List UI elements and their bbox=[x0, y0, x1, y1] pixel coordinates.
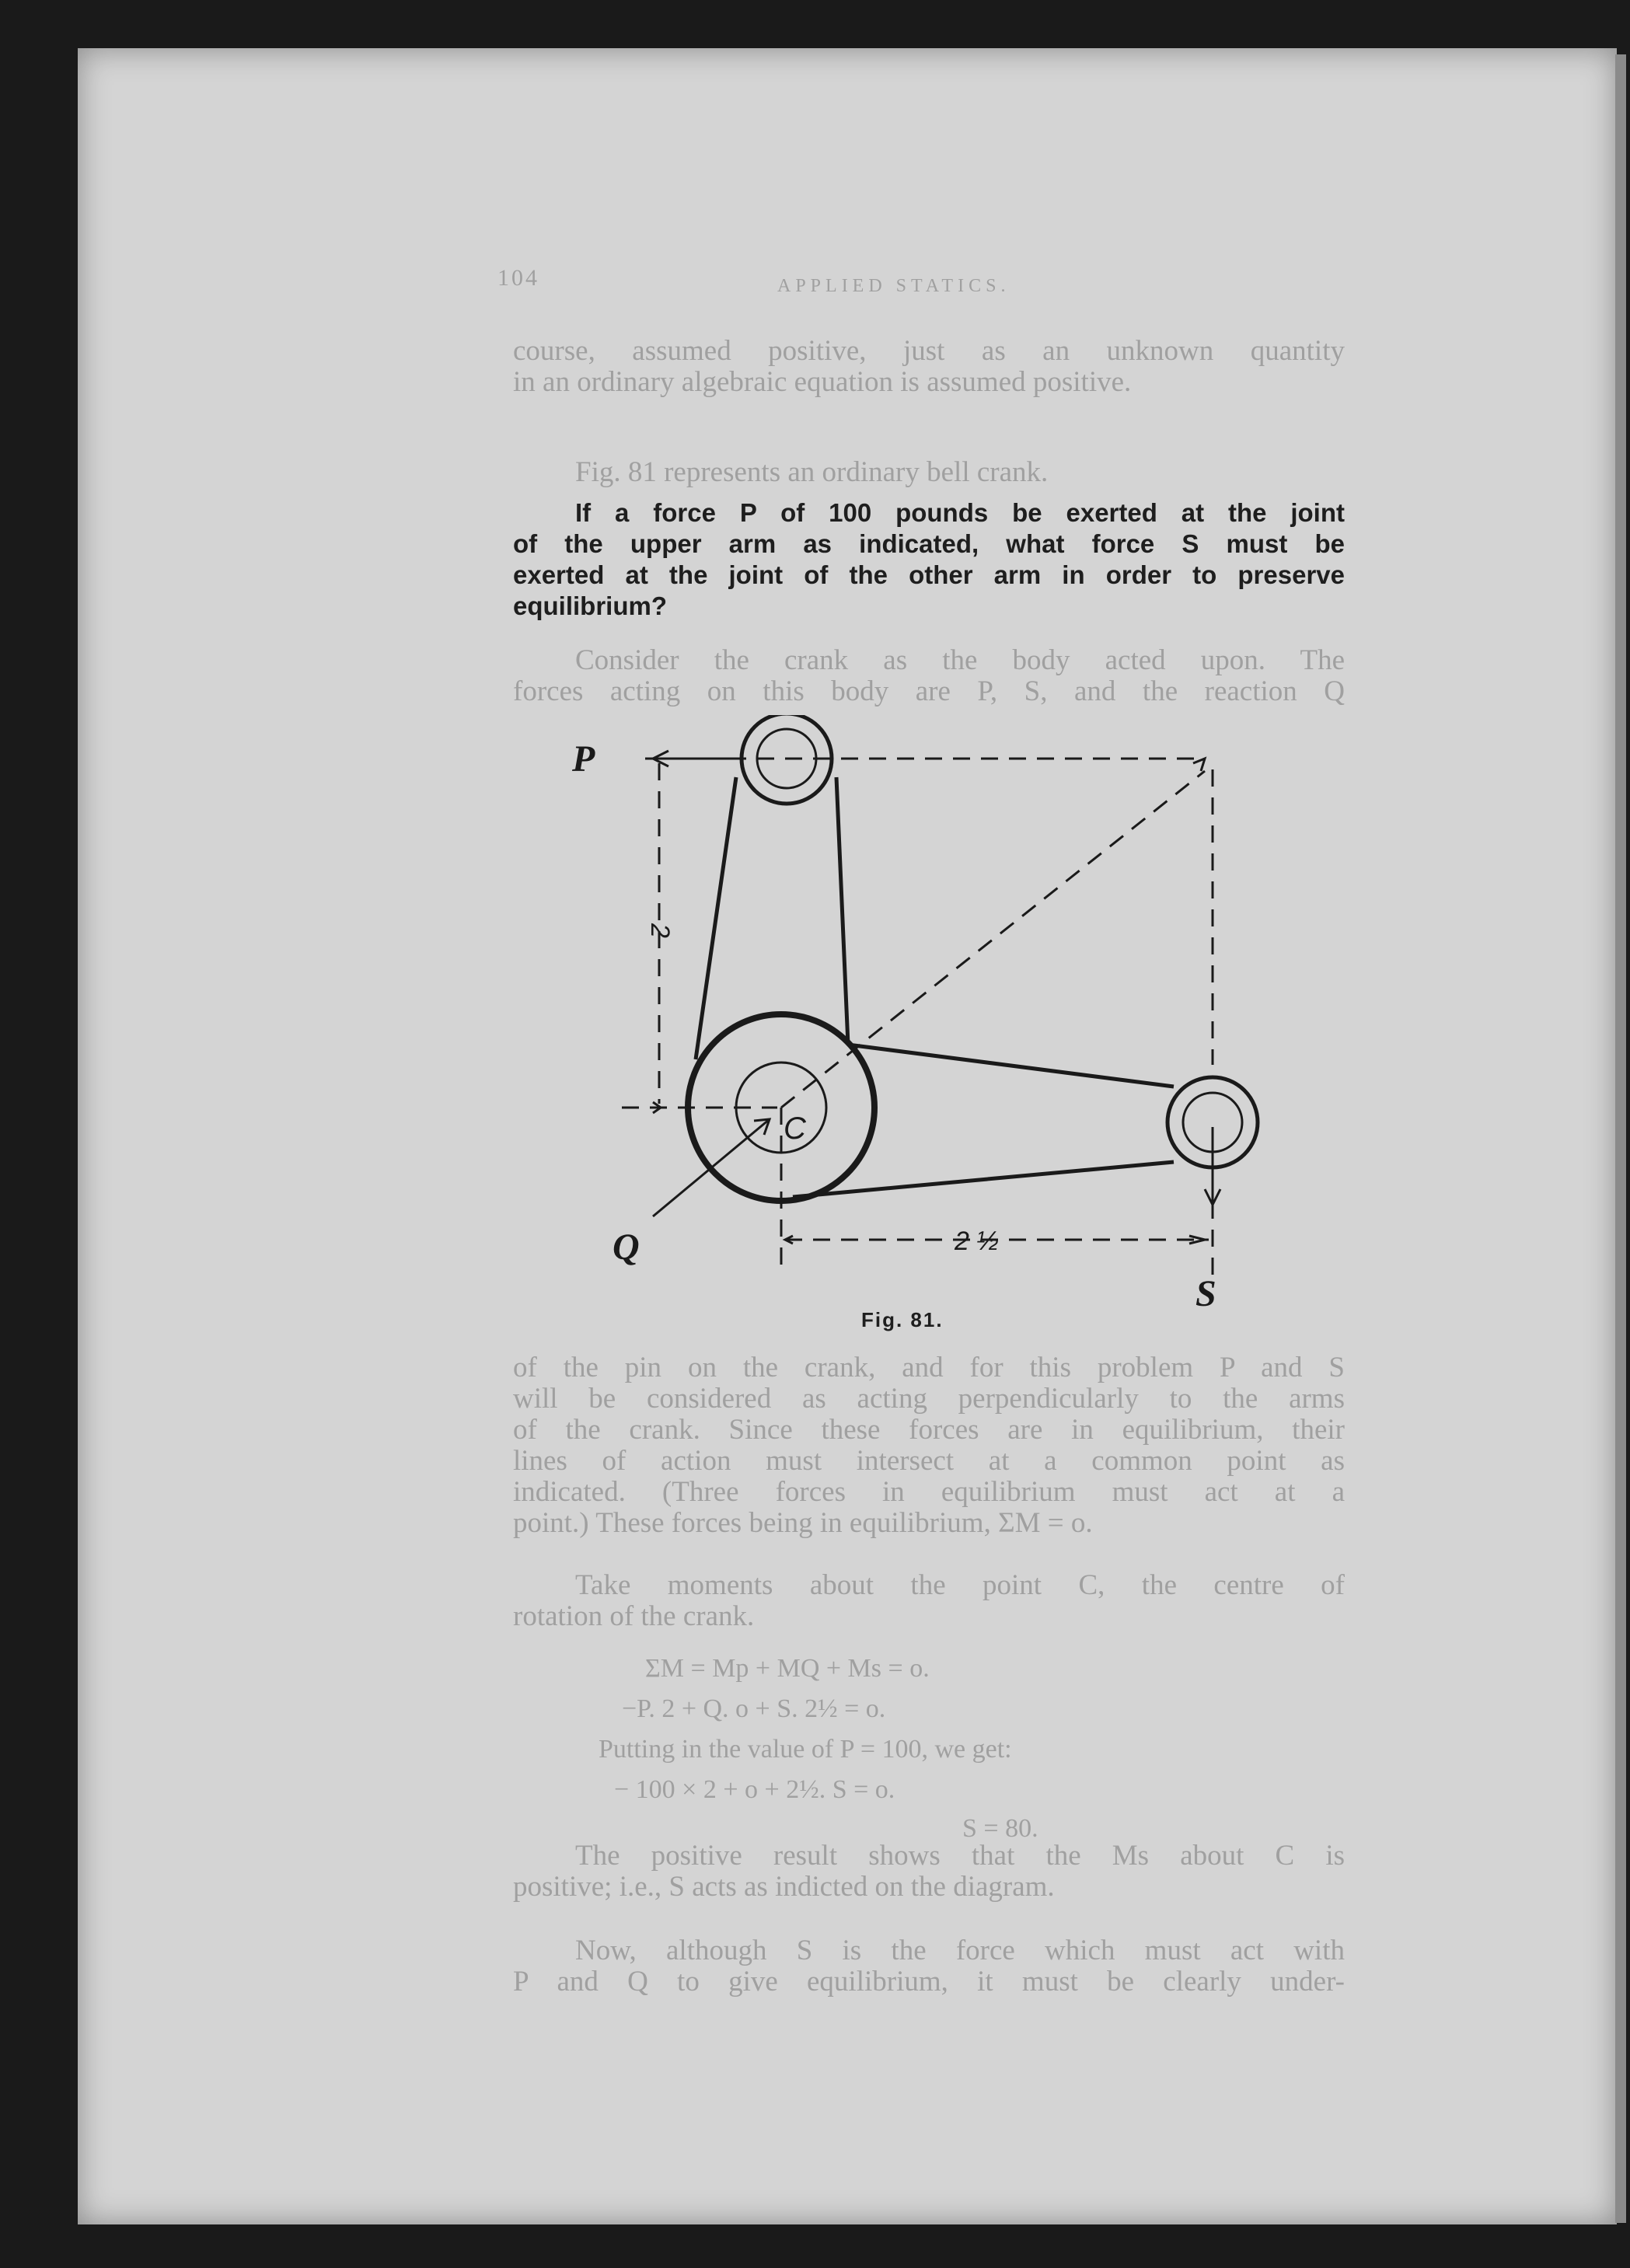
equation-4: − 100 × 2 + o + 2½. S = o. bbox=[614, 1775, 895, 1804]
text-line: P and Q to give equilibrium, it must be clearly under- bbox=[513, 1966, 1345, 1998]
text-line: rotation of the crank. bbox=[513, 1600, 755, 1632]
text-line: of the upper arm as indicated, what force S must be bbox=[513, 529, 1345, 558]
text-line: of the crank. Since these forces are in equilibrium, their bbox=[513, 1414, 1345, 1446]
label-s: S bbox=[1195, 1273, 1216, 1314]
equation-3: Putting in the value of P = 100, we get: bbox=[599, 1735, 1012, 1764]
text-line: course, assumed positive, just as an unknown quantity bbox=[513, 335, 1345, 367]
text-line: of the pin on the crank, and for this problem P and S bbox=[513, 1352, 1345, 1383]
text-line: Now, although S is the force which must act with bbox=[575, 1935, 1345, 1966]
equation-5: S = 80. bbox=[962, 1814, 1038, 1843]
text-line: point.) These forces being in equilibrium, ΣM = o. bbox=[513, 1507, 1093, 1539]
text-line: forces acting on this body are P, S, and the reaction Q bbox=[513, 675, 1345, 707]
text-line: exerted at the joint of the other arm in order to preserve bbox=[513, 560, 1345, 589]
label-q: Q bbox=[613, 1226, 640, 1268]
equation-1: ΣM = Mp + MQ + Ms = o. bbox=[645, 1654, 930, 1683]
final-paragraph bbox=[513, 1935, 1345, 1998]
label-c: C bbox=[784, 1111, 806, 1146]
figure-caption: Fig. 81. bbox=[861, 1308, 944, 1331]
body-paragraph bbox=[513, 1352, 1345, 1539]
fig-reference-paragraph bbox=[513, 457, 1345, 488]
text-line: lines of action must intersect at a common point as bbox=[513, 1445, 1345, 1477]
text-line: positive; i.e., S acts as indicted on the diagram. bbox=[513, 1871, 1055, 1903]
text-line: Consider the crank as the body acted upon. The bbox=[575, 644, 1345, 676]
text-line: Fig. 81 represents an ordinary bell crank. bbox=[575, 456, 1049, 488]
consider-paragraph bbox=[513, 645, 1345, 707]
text-line: If a force P of 100 pounds be exerted at the joint bbox=[575, 498, 1345, 527]
page-edge bbox=[1615, 54, 1626, 2223]
text-line: Take moments about the point C, the centre of bbox=[575, 1569, 1345, 1601]
moments-paragraph bbox=[513, 1570, 1345, 1632]
intro-paragraph bbox=[513, 336, 1345, 398]
running-head: APPLIED STATICS. bbox=[777, 276, 1010, 296]
page-number: 104 bbox=[497, 265, 539, 291]
result-paragraph bbox=[513, 1841, 1345, 1903]
text-line: The positive result shows that the Ms about C is bbox=[575, 1840, 1345, 1872]
text-line: equilibrium? bbox=[513, 591, 667, 620]
dim-horizontal-label: 2 ½ bbox=[955, 1226, 999, 1256]
text-line: in an ordinary algebraic equation is assumed positive. bbox=[513, 366, 1132, 398]
question-paragraph bbox=[513, 497, 1345, 622]
text-line: will be considered as acting perpendicularly to the arms bbox=[513, 1383, 1345, 1415]
force-q-arrow bbox=[653, 1119, 770, 1216]
dim-vertical-label: 2 bbox=[645, 923, 675, 938]
text-line: indicated. (Three forces in equilibrium must act at a bbox=[513, 1476, 1345, 1508]
equation-2: −P. 2 + Q. o + S. 2½ = o. bbox=[622, 1694, 886, 1723]
label-p: P bbox=[572, 738, 595, 780]
bell-crank-figure bbox=[544, 715, 1290, 1337]
